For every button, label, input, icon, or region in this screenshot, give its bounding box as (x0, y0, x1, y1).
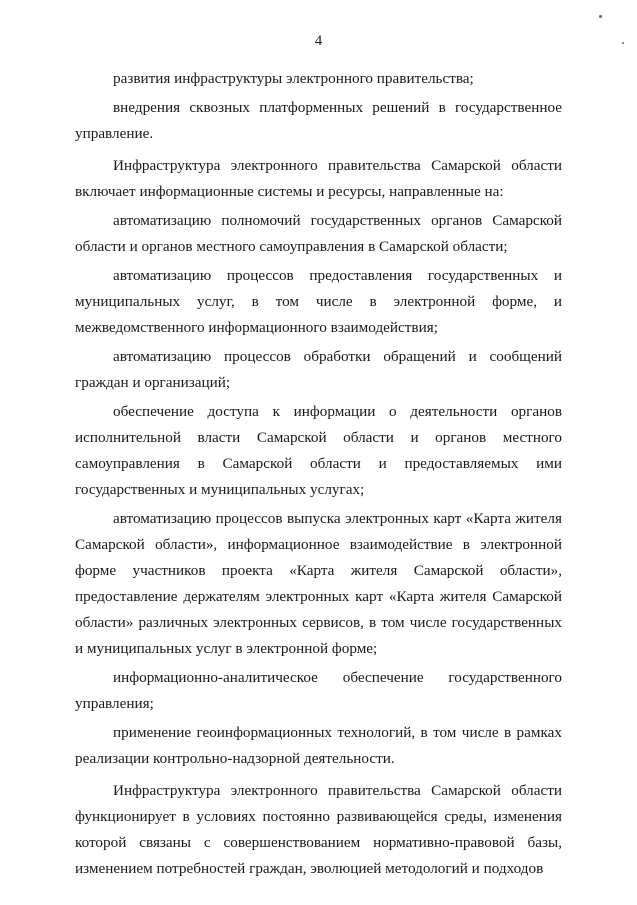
paragraph-2: внедрения сквозных платформенных решений в государственное управление. (75, 99, 562, 142)
paragraph-5: автоматизацию процессов предоставления государственных и муниципальных услуг, в том числе в электронной форме, и межведомственного информационного взаимодействия; (75, 267, 562, 336)
document-body (75, 66, 562, 882)
paragraph-6: автоматизацию процессов обработки обращений и сообщений граждан и организаций; (75, 348, 562, 391)
scan-speck (622, 42, 624, 44)
paragraph-10: применение геоинформационных технологий, в том числе в рамках реализации контрольно-надзорной деятельности. (75, 724, 562, 767)
paragraph-9: информационно-аналитическое обеспечение государственного управления; (75, 669, 562, 712)
paragraph-11: Инфраструктура электронного правительства Самарской области функционирует в условиях постоянно развивающейся среды, изменения которой связаны с совершенствованием нормативно-правовой базы, изменением потребностей граждан, эволюцией методологий и подходов (75, 782, 562, 877)
paragraph-3: Инфраструктура электронного правительства Самарской области включает информационные системы и ресурсы, направленные на: (75, 157, 562, 200)
paragraph-4: автоматизацию полномочий государственных органов Самарской области и органов местного самоуправления в Самарской области; (75, 212, 562, 255)
paragraph-7: обеспечение доступа к информации о деятельности органов исполнительной власти Самарской области и органов местного самоуправления в Самарской области и предоставляемых ими государственных и муниципальных услугах; (75, 403, 562, 498)
paragraph-1: развития инфраструктуры электронного правительства; (113, 70, 474, 87)
page-number: 4 (314, 33, 323, 49)
scan-speck (599, 15, 602, 18)
paragraph-8: автоматизацию процессов выпуска электронных карт «Карта жителя Самарской области», информационное взаимодействие в электронной форме участников проекта «Карта жителя Самарской области», предоставление держателям электронных карт «Карта жителя Самарской области» различных электронных сервисов, в том числе государственных и муниципальных услуг в электронной форме; (75, 510, 562, 657)
